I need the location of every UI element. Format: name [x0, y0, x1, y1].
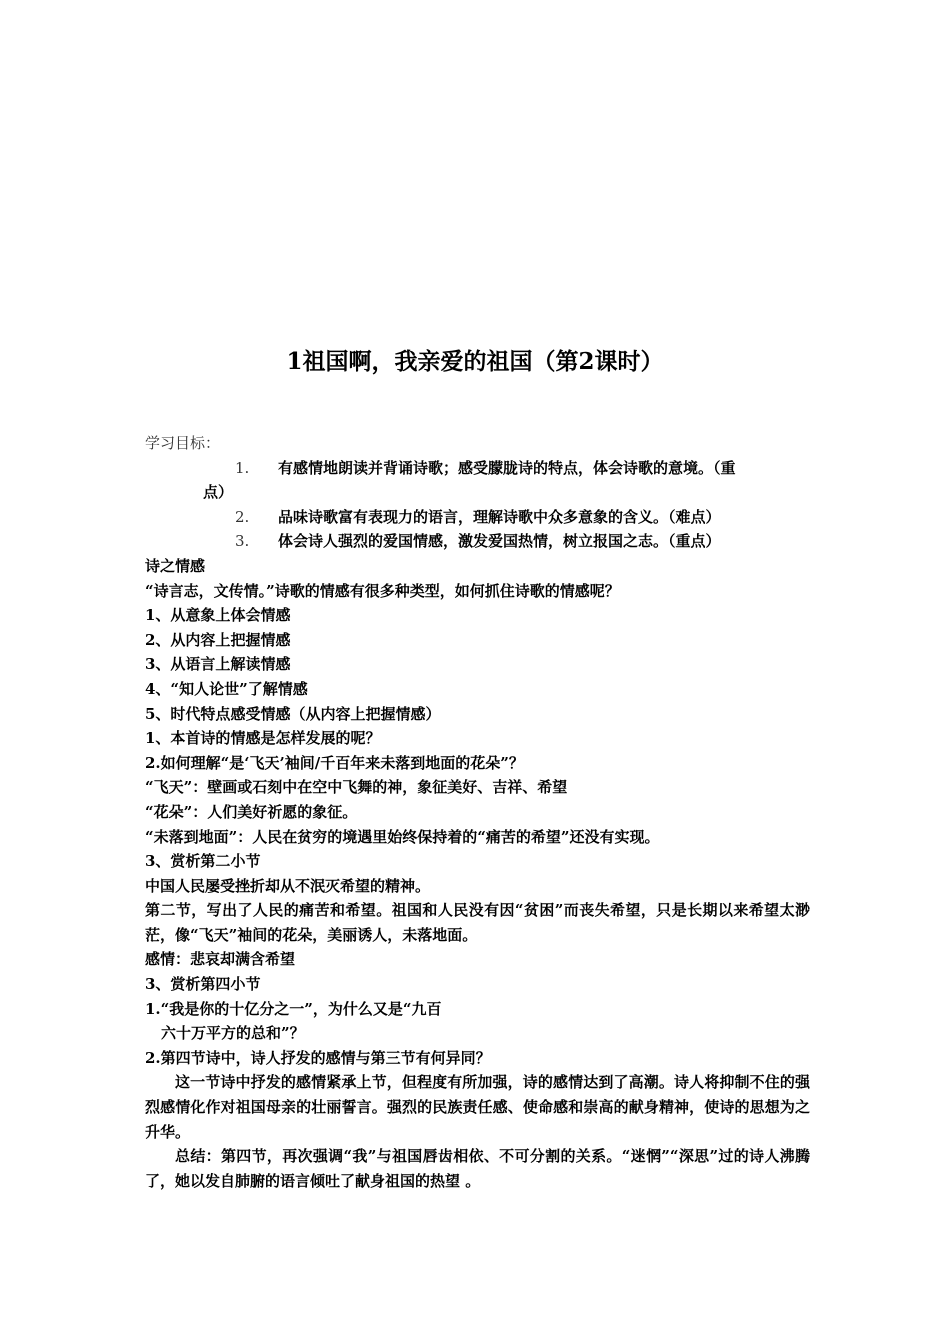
section-heading: 3、赏析第二小节 [145, 852, 261, 871]
list-item: 2、从内容上把握情感 [145, 630, 291, 649]
text-line: “未落到地面”：人民在贫穷的境遇里始终保持着的“痛苦的希望”还没有实现。 [145, 827, 660, 846]
objective-item [145, 456, 810, 505]
question-line: 2.如何理解“是‘飞天’袖间/千百年来未落到地面的花朵”？ [145, 753, 524, 772]
question-line: 2.第四节诗中，诗人抒发的感情与第三节有何异同？ [145, 1048, 491, 1067]
list-item: 1、从意象上体会情感 [145, 606, 291, 625]
question-line-continued: 六十万平方的总和”？ [161, 1024, 305, 1043]
list-item: 3、从语言上解读情感 [145, 655, 291, 674]
summary-paragraph: 总结：第四节，再次强调“我”与祖国唇齿相依、不可分割的关系。“迷惘”“深思”过的诗人沸腾了，她以发自肺腑的语言倾吐了献身祖国的热望 。 [145, 1147, 810, 1190]
text-line: 感情：悲哀却满含希望 [145, 950, 296, 969]
objective-item [145, 529, 810, 554]
objective-number: 3. [235, 532, 250, 551]
objectives-label: 学习目标： [145, 434, 221, 452]
document-body [145, 431, 810, 1193]
text-line: 中国人民屡受挫折却从不泯灭希望的精神。 [145, 876, 431, 895]
text-line: “飞天”：壁画或石刻中在空中飞舞的神，象征美好、吉祥、希望 [145, 778, 568, 797]
page-title: 1祖国啊，我亲爱的祖国（第2课时） [286, 348, 664, 375]
text-line: “花朵”：人们美好祈愿的象征。 [145, 802, 358, 821]
text-line: “诗言志，文传情。”诗歌的情感有很多种类型，如何抓住诗歌的情感呢？ [145, 581, 620, 600]
list-item: 5、时代特点感受情感（从内容上把握情感） [145, 704, 441, 723]
objective-text: 有感情地朗读并背诵诗歌；感受朦胧诗的特点，体会诗歌的意境。（重 [278, 458, 736, 477]
objective-number: 1. [235, 458, 250, 477]
objective-number: 2. [235, 507, 250, 526]
list-item: 4、“知人论世”了解情感 [145, 679, 308, 698]
objective-text: 品味诗歌富有表现力的语言，理解诗歌中众多意象的含义。（难点） [278, 507, 721, 526]
section-heading: 诗之情感 [145, 556, 206, 575]
paragraph: 第二节，写出了人民的痛苦和希望。祖国和人民没有因“贫困”而丧失希望，只是长期以来希望太渺茫，像“飞天”袖间的花朵，美丽诱人，未落地面。 [145, 901, 810, 944]
question-line: 1.“我是你的十亿分之一”，为什么又是“九百 [145, 999, 442, 1018]
section-heading: 3、赏析第四小节 [145, 975, 261, 994]
objective-item [145, 505, 810, 530]
analysis-paragraph: 这一节诗中抒发的感情紧承上节，但程度有所加强，诗的感情达到了高潮。诗人将抑制不住的强烈感情化作对祖国母亲的壮丽誓言。强烈的民族责任感、使命感和崇高的献身精神，使诗的思想为之升华。 [145, 1073, 810, 1141]
objective-text: 体会诗人强烈的爱国情感，激发爱国热情，树立报国之志。（重点） [278, 532, 721, 551]
objective-text-wrap: 点） [203, 483, 234, 502]
question-line: 1、本首诗的情感是怎样发展的呢？ [145, 729, 381, 748]
